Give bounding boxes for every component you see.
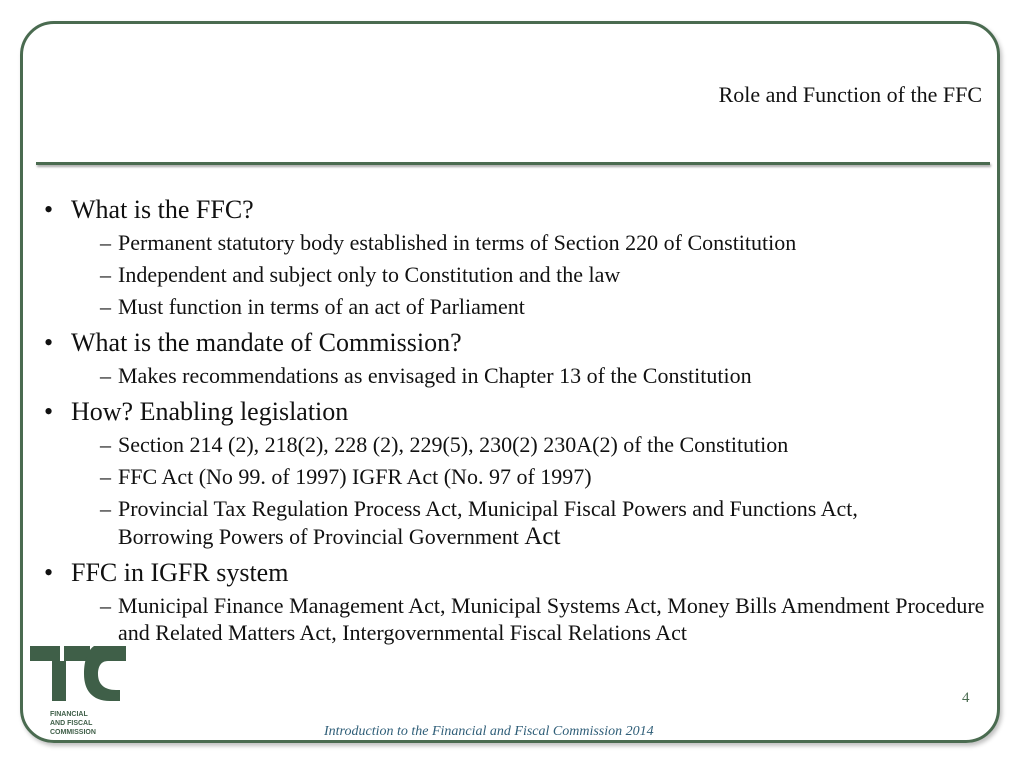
sub-bullet-text: Municipal Finance Management Act, Municipal Systems Act, Money Bills Amendment Procedure and Related Matters Act, Intergovernmental Fiscal Relations Act <box>118 593 985 645</box>
sub-bullet-text: FFC Act (No 99. of 1997) IGFR Act (No. 97 of 1997) <box>118 464 592 489</box>
sub-bullet <box>44 261 1004 289</box>
sub-bullet-text: Permanent statutory body established in terms of Section 220 of Constitution <box>118 230 797 255</box>
bullet-list <box>44 188 1004 646</box>
sub-bullet <box>44 431 1004 459</box>
bullet-text: What is the mandate of Commission? <box>71 328 462 357</box>
bullet-dot-icon: • <box>44 558 54 587</box>
bullet-text: What is the FFC? <box>71 195 254 224</box>
logo-text-line1: FINANCIAL <box>50 711 88 718</box>
sub-bullet-text: Must function in terms of an act of Parliament <box>118 294 525 319</box>
sub-bullet <box>44 362 1004 390</box>
bullet-what-is-ffc <box>44 195 1004 225</box>
sub-bullet-text: Section 214 (2), 218(2), 228 (2), 229(5), 230(2) 230A(2) of the Constitution <box>118 432 789 457</box>
sub-bullet <box>44 592 998 646</box>
dash-icon: – <box>100 262 111 287</box>
sub-bullet-text: Independent and subject only to Constitution and the law <box>118 262 621 287</box>
dash-icon: – <box>100 496 111 521</box>
ffc-logo-mark <box>30 646 126 701</box>
logo-text-line2: AND FISCAL <box>50 720 93 727</box>
bullet-dot-icon: • <box>44 397 54 426</box>
sub-bullet-text: Provincial Tax Regulation Process Act, Municipal Fiscal Powers and Functions Act, Borrowing Powers of Provincial Government <box>118 496 858 549</box>
dash-icon: – <box>100 363 111 388</box>
footer-text: Introduction to the Financial and Fiscal Commission 2014 <box>324 724 654 739</box>
bullet-text: FFC in IGFR system <box>71 558 289 587</box>
bullet-igfr-system <box>44 558 1004 588</box>
ffc-logo <box>28 644 128 740</box>
slide-title: Role and Function of the FFC <box>718 82 982 107</box>
bullet-enabling-legislation <box>44 397 1004 427</box>
bullet-text: How? Enabling legislation <box>71 397 349 426</box>
sub-bullet <box>44 495 948 551</box>
bullet-mandate <box>44 328 1004 358</box>
page-number: 4 <box>962 690 970 706</box>
bullet-dot-icon: • <box>44 328 54 357</box>
sub-bullet <box>44 229 1004 257</box>
logo-text-line3: COMMISSION <box>50 729 96 736</box>
dash-icon: – <box>100 432 111 457</box>
dash-icon: – <box>100 593 111 618</box>
bullet-dot-icon: • <box>44 195 54 224</box>
dash-icon: – <box>100 294 111 319</box>
dash-icon: – <box>100 464 111 489</box>
sub-bullet-text: Makes recommendations as envisaged in Chapter 13 of the Constitution <box>118 363 752 388</box>
title-divider <box>36 162 990 165</box>
dash-icon: – <box>100 230 111 255</box>
sub-bullet <box>44 293 1004 321</box>
sub-bullet <box>44 463 1004 491</box>
sub-bullet-text-tail: Act <box>524 523 561 550</box>
